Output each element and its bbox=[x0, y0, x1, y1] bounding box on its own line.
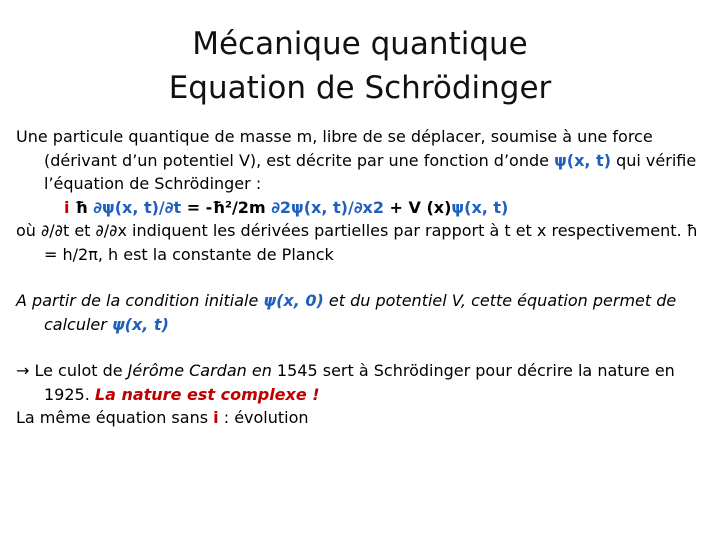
intro-text-1: Une particule quantique de masse m, libre de se déplacer, soumise à une force (dérivant d’un potentiel V), est décrite par une fonction d’onde bbox=[16, 127, 653, 170]
cardan-text-1: Le culot de bbox=[29, 361, 128, 380]
intro-paragraph bbox=[16, 125, 706, 196]
slide-title bbox=[0, 22, 720, 110]
equation-plus: + V (x) bbox=[383, 197, 452, 217]
evolution-paragraph bbox=[16, 406, 706, 430]
evolution-text-1: La même équation sans bbox=[16, 408, 214, 427]
evolution-text-2: : évolution bbox=[218, 408, 309, 427]
initial-condition-paragraph bbox=[16, 289, 706, 336]
intro-psi: ψ(x, t) bbox=[554, 150, 612, 170]
derivatives-text: où ∂/∂t et ∂/∂x indiquent les dérivées partielles par rapport à t et x respectivement. ħ = h/2π, h est la constante de Planck bbox=[16, 221, 698, 264]
initial-text-2: et du potentiel V, cette équation permet de calculer bbox=[44, 291, 677, 334]
equation-part-2: ∂2ψ(x, t)/∂x2 bbox=[271, 197, 384, 217]
equation-part-1: ∂ψ(x, t)/∂t bbox=[93, 197, 182, 217]
equation-eq: = -ħ²/2m bbox=[181, 197, 272, 217]
cardan-paragraph bbox=[16, 359, 706, 406]
arrow-icon: → bbox=[16, 361, 30, 380]
title-line-1: Mécanique quantique bbox=[192, 26, 528, 62]
equation-hbar: ħ bbox=[75, 197, 94, 217]
equation-i: i bbox=[64, 197, 76, 217]
cardan-complex: La nature est complexe ! bbox=[94, 384, 320, 404]
initial-text-1: A partir de la condition initiale bbox=[16, 291, 264, 310]
initial-psi: ψ(x, t) bbox=[111, 314, 169, 334]
derivatives-paragraph bbox=[16, 219, 706, 266]
cardan-name: Jérôme Cardan en bbox=[127, 361, 272, 380]
schrodinger-equation bbox=[16, 196, 706, 220]
evolution-i: i bbox=[213, 408, 219, 427]
equation-part-3: ψ(x, t) bbox=[451, 197, 509, 217]
intro-text-2: qui vérifie l’équation de Schrödinger : bbox=[44, 150, 697, 193]
title-line-2: Equation de Schrödinger bbox=[168, 70, 552, 106]
initial-psi-0: ψ(x, 0) bbox=[263, 291, 324, 310]
slide-body bbox=[16, 125, 706, 430]
cardan-text-2: 1545 sert à Schrödinger pour décrire la nature en 1925. bbox=[44, 361, 675, 404]
